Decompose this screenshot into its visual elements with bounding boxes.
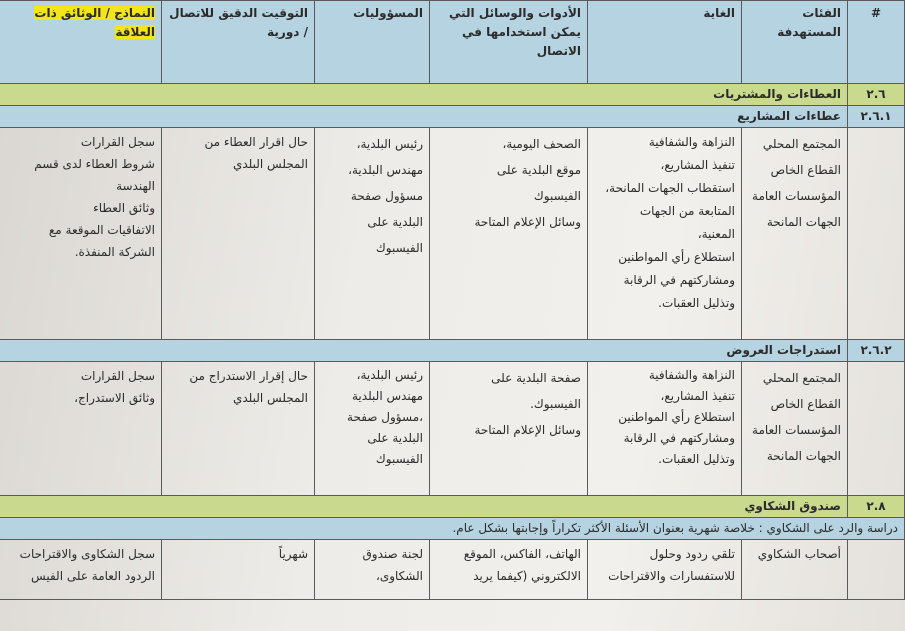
subsection-number: ٢.٦.١: [848, 106, 905, 128]
list-item: المؤسسات العامة: [752, 423, 841, 437]
row-number-cell: [848, 540, 905, 600]
list-item: ومشاركتهم في الرقابة: [623, 273, 735, 287]
list-item: الردود العامة على الفيس: [31, 569, 155, 583]
target-groups-cell: [742, 128, 848, 340]
list-item: الفيسبوك: [533, 189, 581, 203]
goal-cell: [588, 540, 742, 600]
list-item: رئيس البلدية،: [356, 137, 423, 151]
list-item: وتذليل العقبات.: [658, 452, 735, 466]
list-item: تنفيذ المشاريع،: [660, 389, 735, 403]
list-item: المجتمع المحلي: [762, 137, 841, 151]
list-item: سجل الشكاوى والاقتراحات: [19, 547, 155, 561]
list-item: الاتفاقيات الموقعة مع: [48, 223, 155, 237]
subsection-title: استدراجات العروض: [0, 340, 848, 362]
list-item: الفيسبوك: [375, 241, 423, 255]
section-title: العطاءات والمشتريات: [0, 84, 848, 106]
list-item: الهاتف، الفاكس، الموقع: [463, 547, 581, 561]
list-item: الفيسبوك: [375, 452, 423, 466]
header-timing-line: / دورية: [267, 25, 308, 40]
list-item: المجلس البلدي: [232, 391, 308, 405]
list-item: المجلس البلدي: [232, 157, 308, 171]
list-item: استقطاب الجهات المانحة،: [605, 181, 735, 195]
section-number: ٢.٨: [848, 496, 905, 518]
header-documents-line: العلاقة: [115, 25, 155, 40]
documents-cell: [0, 128, 162, 340]
list-item: المجتمع المحلي: [762, 371, 841, 385]
header-timing: [162, 1, 315, 84]
section-row-complaints: [0, 496, 905, 518]
documents-cell: [0, 540, 162, 600]
list-item: سجل القرارات: [80, 369, 155, 383]
table-row: [0, 128, 905, 340]
tools-cell: [430, 540, 588, 600]
header-timing-line: التوقيت الدقيق للاتصال: [169, 6, 308, 20]
list-item: البلدية على: [367, 431, 423, 445]
list-item: سجل القرارات: [80, 135, 155, 149]
list-item: وثائق الاستدراج،: [74, 391, 155, 405]
row-number-cell: [848, 128, 905, 340]
list-item: شروط العطاء لدى قسم: [34, 157, 155, 171]
subsection-number: ٢.٦.٢: [848, 340, 905, 362]
header-target-groups: الفئات المستهدفة: [742, 1, 848, 84]
list-item: القطاع الخاص: [770, 163, 841, 177]
list-item: ،مسؤول صفحة: [347, 410, 423, 424]
list-item: الفيسبوك.: [530, 397, 581, 411]
subsection-row-project-tenders: [0, 106, 905, 128]
list-item: الالكتروني (كيفما يريد: [473, 569, 581, 583]
list-item: البلدية على: [367, 215, 423, 229]
list-item: النزاهة والشفافية: [648, 368, 735, 382]
list-item: شهرياً: [278, 547, 308, 561]
list-item: حال اقرار العطاء من: [204, 135, 308, 149]
responsibilities-cell: [315, 128, 430, 340]
complaints-note-row: [0, 518, 905, 540]
list-item: المتابعة من الجهات: [639, 204, 735, 218]
list-item: وسائل الإعلام المتاحة: [474, 215, 581, 229]
list-item: تنفيذ المشاريع،: [660, 158, 735, 172]
header-responsibilities: المسؤوليات: [315, 1, 430, 84]
list-item: المؤسسات العامة: [752, 189, 841, 203]
list-item: مسؤول صفحة: [350, 189, 423, 203]
list-item: موقع البلدية على: [496, 163, 581, 177]
list-item: وثائق العطاء: [93, 201, 155, 215]
list-item: الصحف اليومية،: [502, 137, 581, 151]
list-item: المعنية،: [697, 227, 735, 241]
section-number: ٢.٦: [848, 84, 905, 106]
header-goal: الغاية: [588, 1, 742, 84]
subsection-title: عطاءات المشاريع: [0, 106, 848, 128]
list-item: القطاع الخاص: [770, 397, 841, 411]
list-item: الهندسة: [116, 179, 155, 193]
timing-cell: [162, 128, 315, 340]
table-row: [0, 362, 905, 496]
list-item: استطلاع رأي المواطنين: [618, 250, 735, 264]
documents-cell: [0, 362, 162, 496]
responsibilities-cell: [315, 540, 430, 600]
complaints-note: دراسة والرد على الشكاوي : خلاصة شهرية بعنوان الأسئلة الأكثر تكراراً وإجابتها بشكل عام.: [0, 518, 905, 540]
section-row-tenders: [0, 84, 905, 106]
list-item: حال إقرار الاستدراج من: [189, 369, 308, 383]
target-groups-cell: [742, 362, 848, 496]
timing-cell: [162, 362, 315, 496]
target-groups-cell: [742, 540, 848, 600]
list-item: الجهات المانحة: [766, 449, 841, 463]
list-item: مهندس البلدية،: [348, 163, 423, 177]
header-number: #: [848, 1, 905, 84]
goal-cell: [588, 128, 742, 340]
header-documents: [0, 1, 162, 84]
responsibilities-cell: [315, 362, 430, 496]
list-item: الشركة المنفذة.: [74, 245, 155, 259]
header-row: [0, 1, 905, 84]
list-item: الشكاوى،: [375, 569, 423, 583]
list-item: أصحاب الشكاوي: [757, 547, 841, 561]
list-item: النزاهة والشفافية: [648, 135, 735, 149]
header-tools-line: الاتصال: [536, 44, 581, 59]
list-item: للاستفسارات والاقتراحات: [608, 569, 735, 583]
header-tools-line: الأدوات والوسائل التي: [449, 6, 581, 20]
tools-cell: [430, 128, 588, 340]
list-item: لجنة صندوق: [362, 547, 423, 561]
list-item: ومشاركتهم في الرقابة: [623, 431, 735, 445]
section-title: صندوق الشكاوي: [0, 496, 848, 518]
header-documents-line: النماذج / الوثائق ذات: [34, 6, 155, 20]
subsection-row-price-quotes: [0, 340, 905, 362]
table-row: [0, 540, 905, 600]
list-item: صفحة البلدية على: [491, 371, 581, 385]
list-item: وتذليل العقبات.: [658, 296, 735, 310]
list-item: مهندس البلدية: [352, 389, 423, 403]
list-item: وسائل الإعلام المتاحة: [474, 423, 581, 437]
row-number-cell: [848, 362, 905, 496]
tools-cell: [430, 362, 588, 496]
timing-cell: [162, 540, 315, 600]
header-tools-line: يمكن استخدامها في: [461, 25, 581, 40]
header-tools: [430, 1, 588, 84]
list-item: الجهات المانحة: [766, 215, 841, 229]
goal-cell: [588, 362, 742, 496]
list-item: تلقي ردود وحلول: [649, 547, 735, 561]
list-item: رئيس البلدية،: [356, 368, 423, 382]
list-item: استطلاع رأي المواطنين: [618, 410, 735, 424]
